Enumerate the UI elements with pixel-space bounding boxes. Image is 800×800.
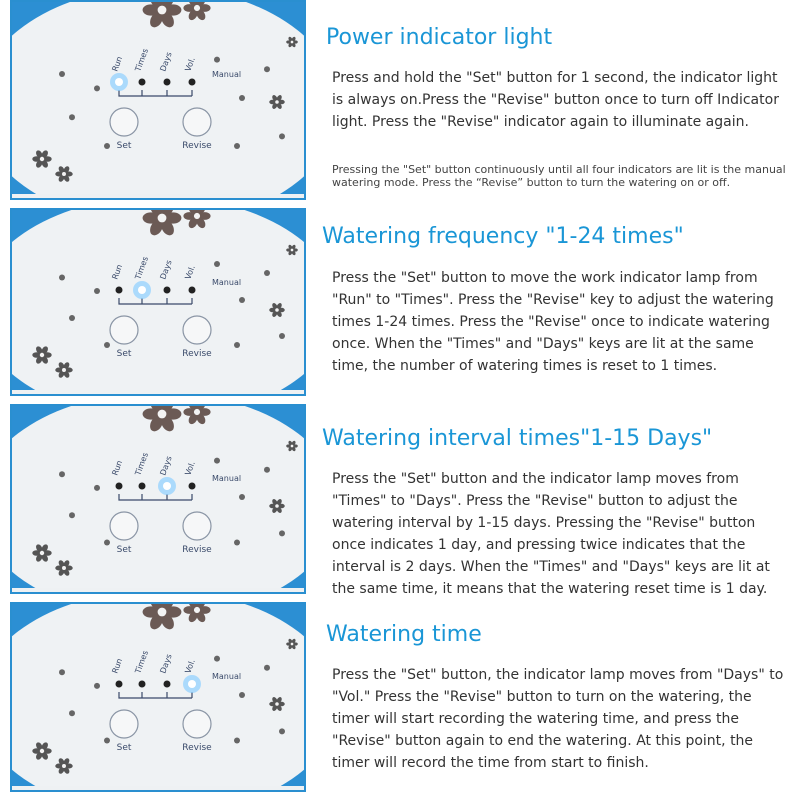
dot-decoration [279,133,285,139]
dot-decoration [214,261,220,267]
dot-decoration [214,57,220,63]
device-panel-photo [10,0,306,200]
revise-button-label: Revise [182,141,212,151]
indicator-label: Manual [212,672,242,681]
indicator-led [164,79,171,86]
dot-decoration [69,512,75,518]
dot-decoration [234,143,240,149]
dot-decoration [234,540,240,546]
section-text: Press and hold the "Set" button for 1 second, the indicator light is always on.Press the "Revise" button once to turn off Indicator light. Press the "Revise" indicator again to illuminate again. [332,70,779,130]
section-watering-time [0,602,800,792]
revise-button-label: Revise [182,545,212,555]
device-panel-photo [10,602,306,792]
revise-button[interactable] [183,710,211,738]
dot-decoration [69,710,75,716]
indicator-label: Times [133,47,151,73]
section-text: Press the "Set" button to move the work indicator lamp from "Run" to "Times". Press the "Revise" key to adjust the watering times 1-24 times. Press the "Revise" once to indicate watering once. When the "Times" and "Days" keys are lit at the same time, the number of watering times is reset to 1 times. [332,270,774,374]
dot-decoration [59,71,65,77]
indicator-label: Vol. [183,55,197,73]
dot-decoration [214,656,220,662]
indicator-label: Days [158,50,174,73]
revise-button-label: Revise [182,743,212,753]
indicator-led [189,79,196,86]
dot-decoration [264,66,270,72]
dot-decoration [279,728,285,734]
device-panel-photo [10,208,306,396]
indicator-label: Days [158,454,174,477]
dot-decoration [94,288,100,294]
set-button-label: Set [116,545,132,555]
set-button-label: Set [116,743,132,753]
dot-decoration [239,95,245,101]
dot-decoration [59,471,65,477]
dot-decoration [59,275,65,281]
indicator-label: Days [158,652,174,675]
dot-decoration [234,342,240,348]
indicator-led [164,681,171,688]
dot-decoration [104,540,110,546]
section-watering-frequency [0,208,800,396]
indicator-label: Vol. [183,263,197,281]
indicator-led [189,287,196,294]
indicator-label: Run [110,263,125,281]
dot-decoration [279,530,285,536]
indicator-label: Times [133,451,151,477]
indicator-led [164,287,171,294]
indicator-led [189,483,196,490]
device-panel-photo [10,404,306,594]
dot-decoration [264,467,270,473]
indicator-led [139,79,146,86]
set-button[interactable] [110,512,138,540]
indicator-label: Vol. [183,459,197,477]
dot-decoration [239,692,245,698]
indicator-led [116,483,123,490]
revise-button[interactable] [183,512,211,540]
set-button-label: Set [116,349,132,359]
set-button[interactable] [110,108,138,136]
dot-decoration [94,485,100,491]
indicator-label: Manual [212,278,242,287]
dot-decoration [239,494,245,500]
indicator-led [139,681,146,688]
dot-decoration [69,114,75,120]
indicator-label: Manual [212,70,242,79]
dot-decoration [264,270,270,276]
indicator-label: Times [133,255,151,281]
dot-decoration [94,85,100,91]
section-watering-interval [0,404,800,597]
section-text: Press the "Set" button, the indicator lamp moves from "Days" to "Vol." Press the "Revise" button to turn on the watering, the timer will start recording the watering time, and press the "Revise" button again to end the watering. At this point, the timer will record the time from start to finish. [332,667,784,771]
indicator-label: Manual [212,474,242,483]
section-text: Press the "Set" button and the indicator lamp moves from "Times" to "Days". Press the "Revise" button to adjust the watering interval by 1-15 days. Pressing the "Revise" button once indicates 1 day, and pressing twice indicates that the interval is 2 days. When the "Times" and "Days" keys are lit at the same time, it means that the watering reset time is 1 day. [332,471,770,597]
indicator-label: Run [110,459,125,477]
dot-decoration [104,342,110,348]
dot-decoration [234,738,240,744]
indicator-label: Run [110,55,125,73]
indicator-led [116,681,123,688]
dot-decoration [239,297,245,303]
dot-decoration [69,315,75,321]
indicator-led [139,483,146,490]
dot-decoration [214,458,220,464]
indicator-label: Days [158,258,174,281]
indicator-led [138,286,146,294]
set-button[interactable] [110,710,138,738]
dot-decoration [104,738,110,744]
indicator-label: Times [133,649,151,675]
section-title: Power indicator light [326,25,553,50]
section-title: Watering interval times"1-15 Days" [322,426,713,451]
revise-button[interactable] [183,108,211,136]
dot-decoration [59,669,65,675]
indicator-led [116,287,123,294]
indicator-label: Vol. [183,657,197,675]
section-title: Watering frequency "1-24 times" [322,224,684,249]
section-note: Pressing the "Set" button continuously until all four indicators are lit is the manual watering mode. Press the “Revise” button to turn the watering on or off. [332,163,786,189]
set-button-label: Set [116,141,132,151]
section-power-indicator [0,0,800,200]
indicator-led [188,680,196,688]
dot-decoration [94,683,100,689]
set-button[interactable] [110,316,138,344]
indicator-led [163,482,171,490]
dot-decoration [264,665,270,671]
revise-button-label: Revise [182,349,212,359]
indicator-led [115,78,123,86]
section-title: Watering time [326,622,482,647]
dot-decoration [104,143,110,149]
revise-button[interactable] [183,316,211,344]
dot-decoration [279,333,285,339]
indicator-label: Run [110,657,125,675]
